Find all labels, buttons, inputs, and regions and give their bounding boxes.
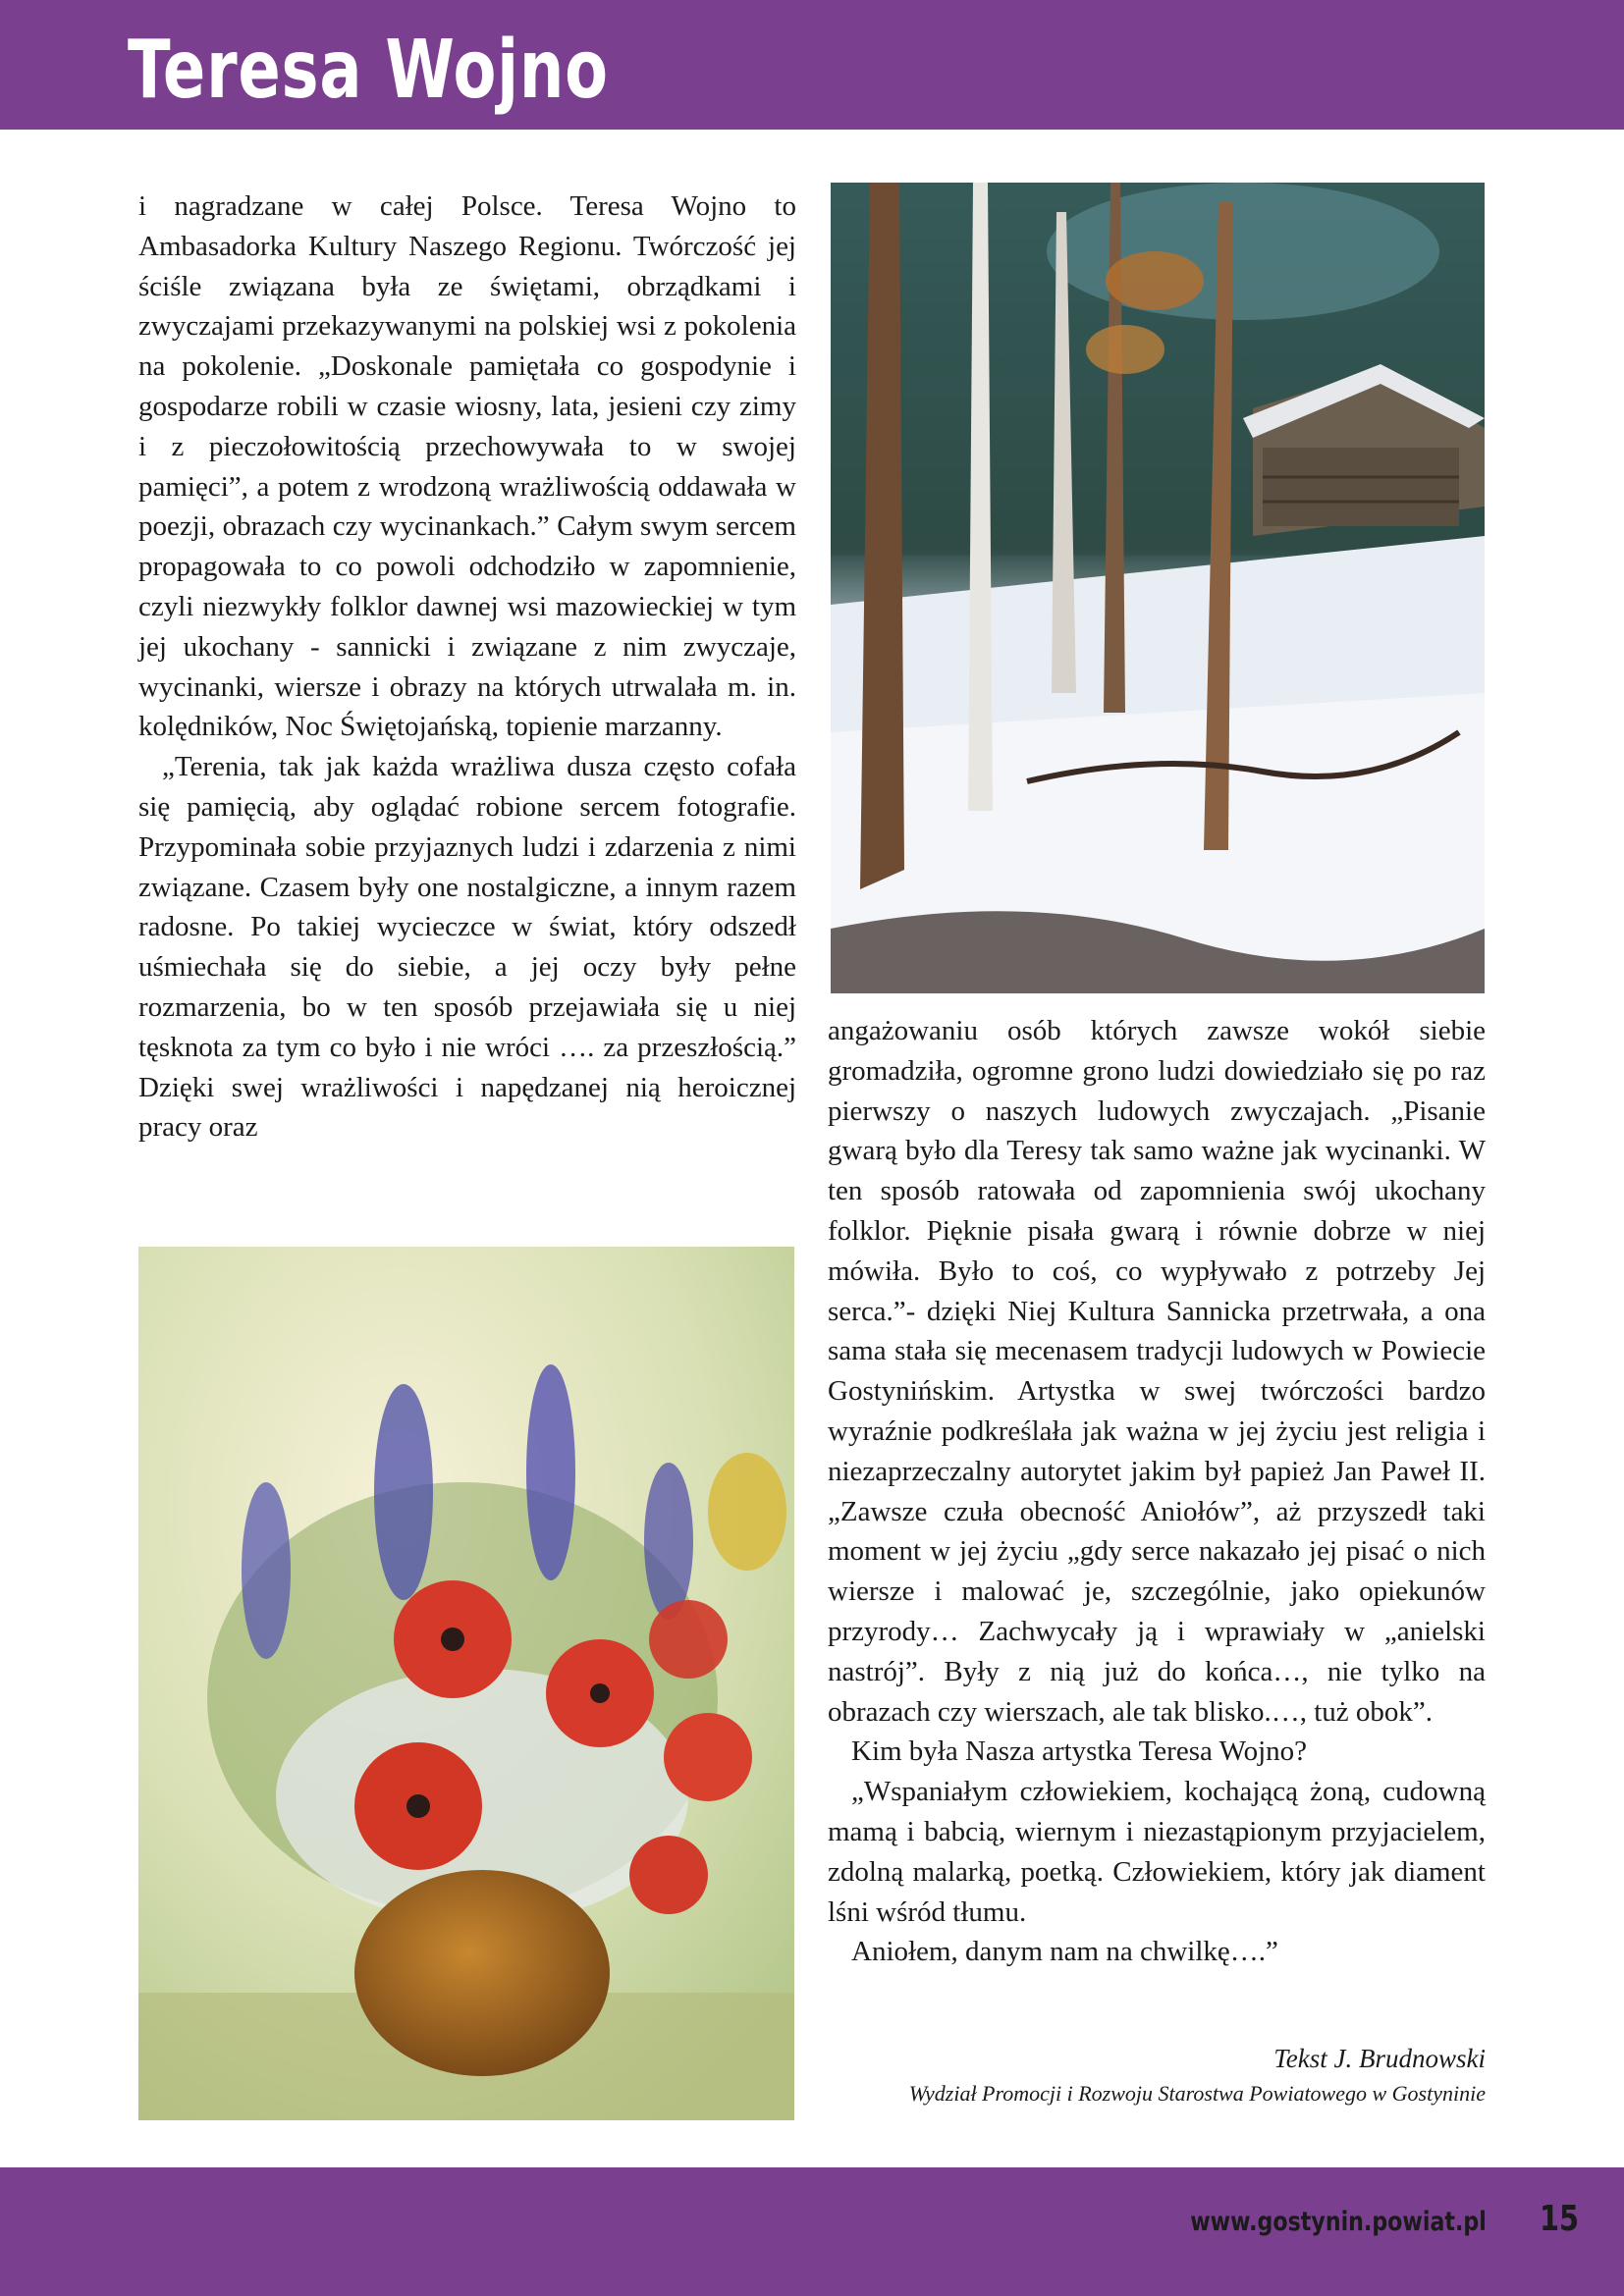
credit-department: Wydział Promocji i Rozwoju Starostwa Powiatowego w Gostyninie: [908, 2081, 1486, 2106]
paragraph: Kim była Nasza artystka Teresa Wojno?: [851, 1735, 1308, 1768]
credit-author: Tekst J. Brudnowski: [1273, 2044, 1486, 2073]
footer-bar: [0, 2167, 1624, 2296]
header-bar: [0, 0, 1624, 130]
article-column-right: [828, 1011, 1486, 1972]
page-number: 15: [1540, 2199, 1580, 2239]
flower-bouquet-painting-icon: [138, 1247, 794, 2120]
winter-forest-painting-icon: [831, 183, 1485, 993]
footer-website-link[interactable]: www.gostynin.powiat.pl: [1190, 2207, 1487, 2237]
article-column-left: [138, 187, 796, 1148]
paragraph: i nagradzane w całej Polsce. Teresa Wojno to Ambasadorka Kultury Naszego Regionu. Twórczość jej ściśle związana była ze świętami, obrządkami i zwyczajami przekazywanymi na polskiej wsi z pokolenia na pokolenie. „Doskonale pamiętała co gospodynie i gospodarze robili w czasie wiosny, lata, jesieni czy zimy i z pieczołowitością przechowywała to w swojej pamięci”, a potem z wrodzoną wrażliwością oddawała w poezji, obrazach czy wycinankach.” Całym swym sercem propagowała to co powoli odchodziło w zapomnienie, czyli niezwykły folklor dawnej wsi mazowieckiej w tym jej ukochany - sannicki i związane z nim zwyczaje, wycinanki, wiersze i obrazy na których utrwalała m. in. kolędników, Noc Świętojańską, topienie marzanny.: [138, 190, 796, 743]
paragraph: „Terenia, tak jak każda wrażliwa dusza często cofała się pamięcią, aby oglądać robione sercem fotografie. Przypominała sobie przyjaznych ludzi i zdarzenia z nimi związane. Czasem były one nostalgiczne, a innym razem radosne. Po takiej wycieczce w świat, który odszedł uśmiechała się do siebie, a jej oczy były pełne rozmarzenia, bo w ten sposób przejawiała się u niej tęsknota za tym co było i nie wróci …. za przeszłością.” Dzięki swej wrażliwości i napędzanej nią heroicznej pracy oraz: [138, 751, 796, 1144]
page-title: Teresa Wojno: [128, 24, 609, 117]
paragraph: „Wspaniałym człowiekiem, kochającą żoną, cudowną mamą i babcią, wiernym i niezastąpionym przyjacielem, zdolną malarką, poetką. Człowiekiem, który jak diament lśni wśród tłumu.: [828, 1776, 1486, 1928]
paragraph: Aniołem, danym nam na chwilkę….”: [851, 1936, 1278, 1968]
paragraph: angażowaniu osób których zawsze wokół siebie gromadziła, ogromne grono ludzi dowiedziało się po raz pierwszy o naszych ludowych zwyczajach. „Pisanie gwarą było dla Teresy tak samo ważne jak wycinanki. W ten sposób ratowała od zapomnienia swój ukochany folklor. Pięknie pisała gwarą i równie dobrze w niej mówiła. Było to coś, co wypływało z potrzeby Jej serca.”- dzięki Niej Kultura Sannicka przetrwała, a ona sama stała się mecenasem tradycji ludowych w Powiecie Gostynińskim. Artystka w swej twórczości bardzo wyraźnie podkreślała jak ważna w jej życiu jest religia i niezaprzeczalny autorytet jakim był papież Jan Paweł II. „Zawsze czuła obecność Aniołów”, aż przyszedł taki moment w jej życiu „gdy serce nakazało jej pisać o nich wiersze i malować je, szczególnie, jako opiekunów przyrody… Zachwycały ją i wprawiały w „anielski nastrój”. Były z nią już do końca…, nie tylko na obrazach czy wierszach, ale tak blisko.…, tuż obok”.: [828, 1015, 1486, 1728]
